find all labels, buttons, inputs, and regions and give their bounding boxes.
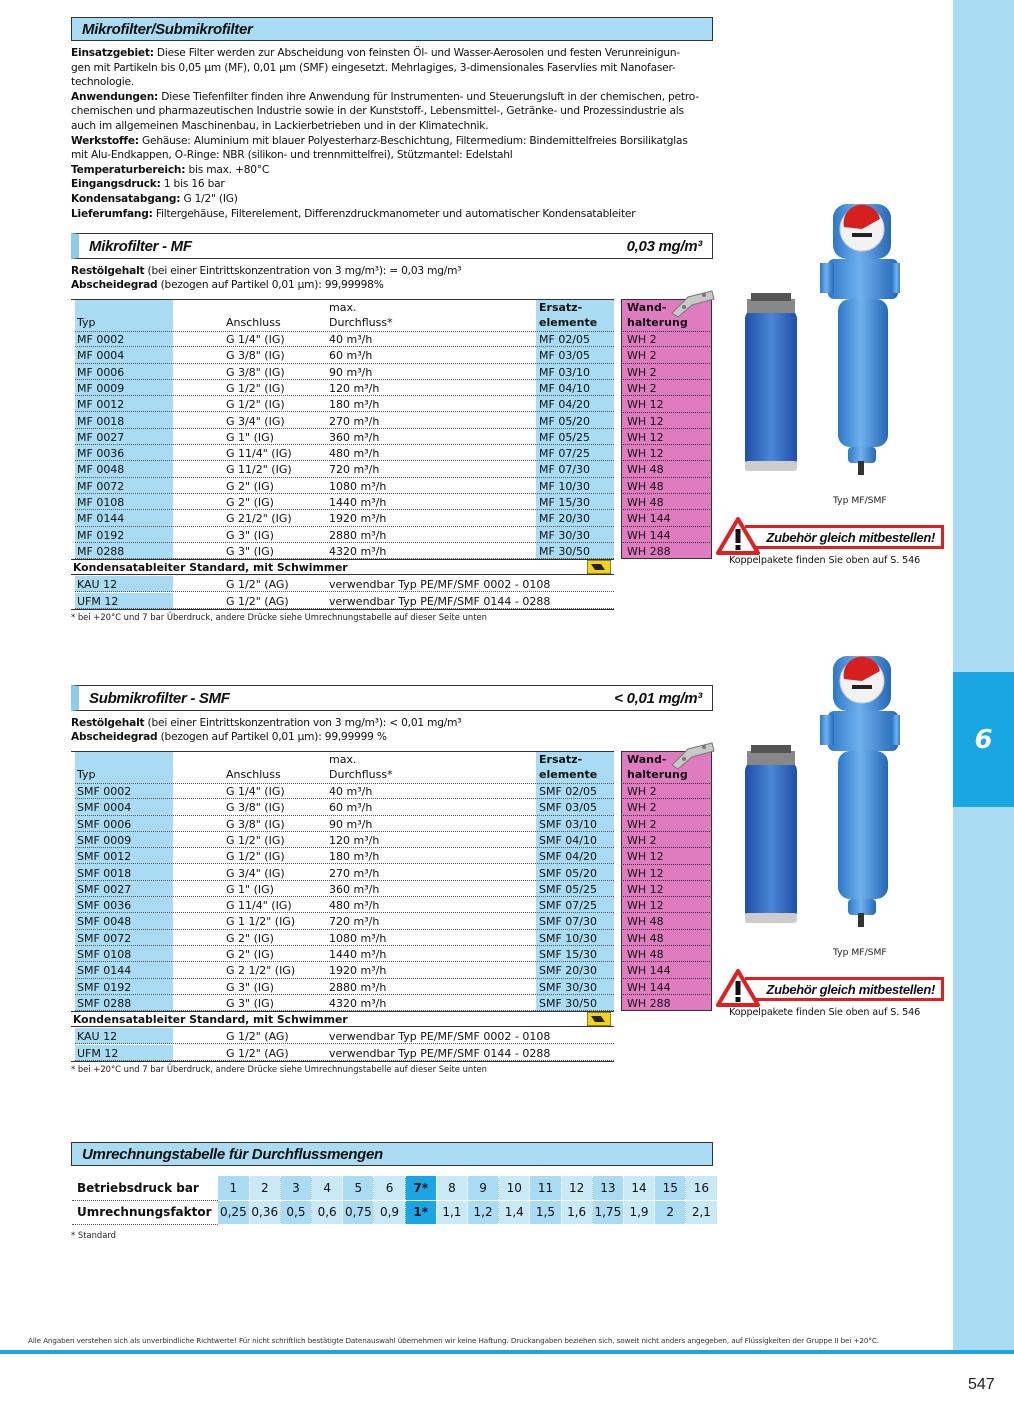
kondensat-cell: KAU 12 — [77, 1030, 118, 1044]
factor-cell: 1,9 — [623, 1200, 654, 1224]
mf-cell-durchfluss: 180 m³/h — [329, 398, 380, 412]
kondensat-cell: G 1/2" (AG) — [226, 578, 289, 592]
mf-cell-anschluss: G 1" (IG) — [226, 430, 274, 444]
smf-cell-ersatz: SMF 07/30 — [539, 915, 597, 929]
smf-header-typ: Typ — [77, 768, 96, 781]
kondensat-cell: UFM 12 — [77, 1046, 119, 1060]
mf-cell-wand: WH 12 — [627, 414, 664, 428]
mf-header-durchfluss-2: Durchfluss* — [329, 316, 393, 329]
smf-cell-ersatz: SMF 03/10 — [539, 817, 597, 831]
mf-cell-wand: WH 12 — [627, 447, 664, 461]
mf-cell-ersatz: MF 10/30 — [539, 479, 591, 493]
mf-cell-typ: MF 0027 — [77, 430, 125, 444]
smf-cell-durchfluss: 1440 m³/h — [329, 948, 387, 961]
mf-cell-wand: WH 12 — [627, 430, 664, 444]
factor-cell: 1,1 — [436, 1200, 467, 1224]
wall-bracket-icon — [668, 285, 718, 319]
mf-cell-durchfluss: 60 m³/h — [329, 349, 373, 363]
smf-cell-typ: SMF 0009 — [77, 833, 132, 847]
factor-cell: 0,75 — [343, 1200, 374, 1224]
drain-icon — [587, 560, 611, 574]
smf-value: < 0,01 mg/m³ — [614, 689, 702, 707]
smf-cell-ersatz: SMF 15/30 — [539, 948, 597, 961]
filter-element-icon — [745, 761, 797, 921]
kondensat-cell: KAU 12 — [77, 578, 118, 592]
mf-cell-typ: MF 0108 — [77, 496, 125, 509]
mf-title-text: Mikrofilter - MF — [89, 237, 192, 255]
mf-cell-ersatz: MF 15/30 — [539, 496, 591, 509]
factor-cell: 0,36 — [249, 1200, 280, 1224]
mf-cell-anschluss: G 3" (IG) — [226, 544, 274, 558]
smf-cell-wand: WH 2 — [627, 833, 657, 847]
factor-cell: 1,75 — [592, 1200, 623, 1224]
mf-cell-typ: MF 0004 — [77, 349, 125, 363]
kondensat-cell: G 1/2" (AG) — [226, 594, 289, 608]
mf-warning-banner — [745, 525, 944, 549]
mf-cell-wand: WH 48 — [627, 479, 664, 493]
mf-header-anschluss: Anschluss — [226, 316, 281, 329]
smf-footnote: * bei +20°C und 7 bar Überdruck, andere Drücke siehe Umrechnungstabelle auf dieser Seite unten — [71, 1063, 487, 1074]
mf-header-durchfluss-1: max. — [329, 301, 357, 314]
mf-cell-ersatz: MF 04/10 — [539, 381, 591, 395]
mf-cell-durchfluss: 270 m³/h — [329, 414, 380, 428]
pressure-cell: 8 — [436, 1176, 467, 1200]
smf-cell-typ: SMF 0018 — [77, 866, 132, 880]
smf-cell-durchfluss: 1080 m³/h — [329, 931, 387, 945]
mf-header-ersatz-2: elemente — [539, 316, 598, 329]
smf-cell-typ: SMF 0108 — [77, 948, 132, 961]
mf-header-ersatz-1: Ersatz- — [539, 301, 583, 314]
warning-icon — [716, 969, 760, 1007]
smf-header-ersatz-1: Ersatz- — [539, 753, 583, 766]
pressure-label: Betriebsdruck bar — [72, 1176, 218, 1200]
mf-cell-durchfluss: 40 m³/h — [329, 333, 373, 346]
smf-cell-anschluss: G 3/4" (IG) — [226, 866, 285, 880]
smf-cell-ersatz: SMF 20/30 — [539, 964, 597, 978]
mf-kondensat-section: Kondensatableiter Standard, mit Schwimmer — [71, 559, 614, 575]
pressure-cell: 2 — [249, 1176, 280, 1200]
mf-cell-durchfluss: 360 m³/h — [329, 430, 380, 444]
smf-cell-wand: WH 2 — [627, 817, 657, 831]
smf-cell-durchfluss: 180 m³/h — [329, 850, 380, 864]
smf-cell-ersatz: SMF 03/05 — [539, 801, 597, 815]
mf-cell-wand: WH 48 — [627, 463, 664, 477]
smf-cell-durchfluss: 4320 m³/h — [329, 996, 387, 1010]
mf-cell-durchfluss: 480 m³/h — [329, 447, 380, 461]
mf-cell-wand: WH 2 — [627, 365, 657, 379]
factor-cell: 0,5 — [280, 1200, 311, 1224]
smf-cell-typ: SMF 0036 — [77, 899, 132, 913]
smf-header-anschluss: Anschluss — [226, 768, 281, 781]
smf-cell-anschluss: G 3" (IG) — [226, 980, 274, 994]
mf-cell-wand: WH 2 — [627, 333, 657, 346]
smf-header-durchfluss-1: max. — [329, 753, 357, 766]
kondensat-cell: verwendbar Typ PE/MF/SMF 0002 - 0108 — [329, 1030, 551, 1044]
smf-cell-ersatz: SMF 30/30 — [539, 980, 597, 994]
smf-cell-typ: SMF 0002 — [77, 785, 132, 798]
mf-warning-text: Zubehör gleich mitbestellen! — [766, 529, 935, 545]
smf-cell-ersatz: SMF 04/10 — [539, 833, 597, 847]
mf-cell-durchfluss: 1920 m³/h — [329, 512, 387, 526]
smf-header-durchfluss-2: Durchfluss* — [329, 768, 393, 781]
mf-cell-typ: MF 0018 — [77, 414, 125, 428]
drain-icon — [587, 1012, 611, 1026]
kondensat-cell: G 1/2" (AG) — [226, 1046, 289, 1060]
mf-cell-durchfluss: 120 m³/h — [329, 381, 380, 395]
mf-cell-ersatz: MF 05/20 — [539, 414, 591, 428]
smf-table-bottom-rule — [71, 1061, 614, 1062]
smf-cell-anschluss: G 2" (IG) — [226, 931, 274, 945]
mf-cell-anschluss: G 1/2" (IG) — [226, 398, 285, 412]
smf-cell-wand: WH 12 — [627, 899, 664, 913]
smf-cell-anschluss: G 2 1/2" (IG) — [226, 964, 296, 978]
mf-cell-typ: MF 0036 — [77, 447, 125, 461]
factor-cell: 1,5 — [530, 1200, 561, 1224]
conversion-table — [72, 1176, 718, 1225]
mf-header-typ: Typ — [77, 316, 96, 329]
pressure-cell: 4 — [312, 1176, 343, 1200]
smf-title — [71, 685, 713, 711]
wall-bracket-icon — [668, 737, 718, 771]
smf-cell-wand: WH 144 — [627, 964, 671, 978]
mf-cell-ersatz: MF 02/05 — [539, 333, 591, 346]
pressure-cell: 11 — [530, 1176, 561, 1200]
mf-cell-typ: MF 0012 — [77, 398, 125, 412]
pressure-cell: 12 — [561, 1176, 592, 1200]
smf-header-wand-2: halterung — [627, 768, 688, 781]
factor-row — [72, 1200, 717, 1224]
mf-cell-ersatz: MF 30/30 — [539, 528, 591, 542]
smf-restoel: Restölgehalt (bei einer Eintrittskonzentration von 3 mg/m³): < 0,01 mg/m³ — [71, 717, 462, 729]
factor-cell: 1,6 — [561, 1200, 592, 1224]
mf-cell-ersatz: MF 20/30 — [539, 512, 591, 526]
smf-cell-durchfluss: 270 m³/h — [329, 866, 380, 880]
smf-cell-anschluss: G 11/4" (IG) — [226, 899, 292, 913]
mf-cell-ersatz: MF 07/30 — [539, 463, 591, 477]
smf-cell-durchfluss: 40 m³/h — [329, 785, 373, 798]
mf-cell-wand: WH 12 — [627, 398, 664, 412]
smf-cell-anschluss: G 1/2" (IG) — [226, 833, 285, 847]
mf-filter-image — [720, 199, 900, 499]
mf-cell-typ: MF 0288 — [77, 544, 125, 558]
smf-cell-durchfluss: 60 m³/h — [329, 801, 373, 815]
pressure-cell: 7* — [405, 1176, 436, 1200]
mf-cell-anschluss: G 1/4" (IG) — [226, 333, 285, 346]
smf-cell-anschluss: G 2" (IG) — [226, 948, 274, 961]
smf-cell-wand: WH 12 — [627, 850, 664, 864]
mf-cell-anschluss: G 11/2" (IG) — [226, 463, 292, 477]
mf-cell-durchfluss: 90 m³/h — [329, 365, 373, 379]
mf-cell-durchfluss: 2880 m³/h — [329, 528, 387, 542]
intro-text: Einsatzgebiet: Diese Filter werden zur Abscheidung von feinsten Öl- und Wasser-Aerosolen und festen Verunreinigun- gen mit Partikeln bis 0,05 µm (MF), 0,01 µm (SMF) eingesetzt. Mehrlagiges, 3-dimensionales Faservlies mit Nanofaser- technologie. Anwendungen: Diese Tiefenfilter finden ihre Anwendung für Instrumenten- und Steuerungsluft in der chemischen, petro- chemischen und pharmazeutischen Industrie sowie in der Kunststoff-, Lebensmittel-, Getränke- und Prozessindustrie als auch im allgemeinen Maschinenbau, in Lackierbetrieben und in der Klimatechnik. Werkstoffe: Gehäuse: Aluminium mit blauer Polyesterharz-Beschichtung, Filtermedium: Bindemittelfreies Borsilikatglas mit Alu-Endkappen, O-Ringe: NBR (silikon- und trennmittelfrei), Stützmantel: Edelstahl Temperaturbereich: bis max. +80°C Eingangsdruck: 1 bis 16 bar Kondensatabgang: G 1/2" (IG) Lieferumfang: Filtergehäuse, Filterelement, Differenzdruckmanometer und automatischer Kondensatableiter — [71, 47, 699, 220]
smf-cell-ersatz: SMF 04/20 — [539, 850, 597, 864]
smf-cell-durchfluss: 360 m³/h — [329, 882, 380, 896]
smf-cell-typ: SMF 0027 — [77, 882, 132, 896]
mf-header-wand-1: Wand- — [627, 301, 667, 314]
smf-cell-durchfluss: 1920 m³/h — [329, 964, 387, 978]
kondensat-cell: G 1/2" (AG) — [226, 1030, 289, 1044]
mf-cell-ersatz: MF 05/25 — [539, 430, 591, 444]
mf-cell-ersatz: MF 07/25 — [539, 447, 591, 461]
mf-footnote: * bei +20°C und 7 bar Überdruck, andere Drücke siehe Umrechnungstabelle auf dieser Seite unten — [71, 611, 487, 622]
kondensat-cell: verwendbar Typ PE/MF/SMF 0144 - 0288 — [329, 594, 551, 608]
kondensat-cell: verwendbar Typ PE/MF/SMF 0002 - 0108 — [329, 578, 551, 592]
mf-cell-anschluss: G 21/2" (IG) — [226, 512, 292, 526]
pressure-cell: 3 — [280, 1176, 311, 1200]
smf-cell-typ: SMF 0012 — [77, 850, 132, 864]
smf-cell-anschluss: G 3/8" (IG) — [226, 817, 285, 831]
pressure-cell: 10 — [499, 1176, 530, 1200]
mf-cell-typ: MF 0072 — [77, 479, 125, 493]
mf-cell-durchfluss: 4320 m³/h — [329, 544, 387, 558]
smf-cell-anschluss: G 3" (IG) — [226, 996, 274, 1010]
smf-cell-wand: WH 144 — [627, 980, 671, 994]
smf-cell-typ: SMF 0048 — [77, 915, 132, 929]
pressure-cell: 1 — [218, 1176, 249, 1200]
mf-cell-anschluss: G 3/8" (IG) — [226, 349, 285, 363]
mf-cell-durchfluss: 720 m³/h — [329, 463, 380, 477]
mf-cell-wand: WH 48 — [627, 496, 664, 509]
mf-table-bottom-rule — [71, 609, 614, 610]
mf-cell-anschluss: G 2" (IG) — [226, 479, 274, 493]
pressure-cell: 9 — [468, 1176, 499, 1200]
pressure-cell: 13 — [592, 1176, 623, 1200]
smf-image-caption: Typ MF/SMF — [833, 947, 887, 958]
smf-warning-text: Zubehör gleich mitbestellen! — [766, 981, 935, 997]
smf-cell-typ: SMF 0072 — [77, 931, 132, 945]
smf-cell-durchfluss: 480 m³/h — [329, 899, 380, 913]
mf-cell-wand: WH 144 — [627, 512, 671, 526]
mf-value: 0,03 mg/m³ — [626, 237, 702, 255]
mf-cell-wand: WH 288 — [627, 544, 671, 558]
factor-cell: 2,1 — [686, 1200, 717, 1224]
smf-header-wand-1: Wand- — [627, 753, 667, 766]
smf-warning-subtext: Koppelpakete finden Sie oben auf S. 546 — [729, 1007, 921, 1018]
mf-cell-wand: WH 144 — [627, 528, 671, 542]
smf-cell-typ: SMF 0288 — [77, 996, 132, 1010]
smf-cell-ersatz: SMF 07/25 — [539, 899, 597, 913]
factor-label: Umrechnungsfaktor — [72, 1200, 218, 1224]
pressure-cell: 15 — [655, 1176, 686, 1200]
bottom-rule — [0, 1350, 1014, 1354]
mf-cell-typ: MF 0009 — [77, 381, 125, 395]
smf-cell-wand: WH 12 — [627, 866, 664, 880]
smf-cell-ersatz: SMF 10/30 — [539, 931, 597, 945]
smf-cell-typ: SMF 0144 — [77, 964, 132, 978]
mf-cell-anschluss: G 11/4" (IG) — [226, 447, 292, 461]
smf-cell-ersatz: SMF 02/05 — [539, 785, 597, 798]
mf-warning-subtext: Koppelpakete finden Sie oben auf S. 546 — [729, 555, 921, 566]
factor-cell: 1,2 — [468, 1200, 499, 1224]
factor-cell: 1,4 — [499, 1200, 530, 1224]
pressure-cell: 14 — [623, 1176, 654, 1200]
mf-cell-typ: MF 0192 — [77, 528, 125, 542]
mf-cell-wand: WH 2 — [627, 349, 657, 363]
conversion-title: Umrechnungstabelle für Durchflussmengen — [71, 1142, 713, 1166]
mf-cell-typ: MF 0144 — [77, 512, 125, 526]
pressure-cell: 5 — [343, 1176, 374, 1200]
smf-cell-wand: WH 48 — [627, 948, 664, 961]
mf-cell-ersatz: MF 30/50 — [539, 544, 591, 558]
mf-cell-durchfluss: 1080 m³/h — [329, 479, 387, 493]
mf-cell-anschluss: G 3" (IG) — [226, 528, 274, 542]
mf-cell-typ: MF 0006 — [77, 365, 125, 379]
warning-icon — [716, 517, 760, 555]
kondensat-cell: verwendbar Typ PE/MF/SMF 0144 - 0288 — [329, 1046, 551, 1060]
mf-cell-durchfluss: 1440 m³/h — [329, 496, 387, 509]
smf-cell-wand: WH 12 — [627, 882, 664, 896]
smf-cell-typ: SMF 0006 — [77, 817, 132, 831]
smf-cell-typ: SMF 0192 — [77, 980, 132, 994]
smf-cell-anschluss: G 1" (IG) — [226, 882, 274, 896]
intro-title: Mikrofilter/Submikrofilter — [71, 17, 713, 41]
factor-cell: 0,9 — [374, 1200, 405, 1224]
smf-cell-durchfluss: 720 m³/h — [329, 915, 380, 929]
mf-cell-ersatz: MF 03/10 — [539, 365, 591, 379]
smf-cell-anschluss: G 3/8" (IG) — [226, 801, 285, 815]
mf-cell-anschluss: G 3/8" (IG) — [226, 365, 285, 379]
pressure-cell: 6 — [374, 1176, 405, 1200]
smf-cell-wand: WH 48 — [627, 931, 664, 945]
smf-title-text: Submikrofilter - SMF — [89, 689, 230, 707]
smf-cell-ersatz: SMF 05/25 — [539, 882, 597, 896]
conversion-footnote: * Standard — [71, 1230, 116, 1240]
smf-cell-wand: WH 48 — [627, 915, 664, 929]
mf-cell-ersatz: MF 03/05 — [539, 349, 591, 363]
mf-cell-wand: WH 2 — [627, 381, 657, 395]
mf-title — [71, 233, 713, 259]
factor-cell: 0,6 — [312, 1200, 343, 1224]
chapter-tab[interactable]: 6 — [953, 672, 1014, 807]
page-number: 547 — [968, 1376, 995, 1393]
filter-element-icon — [745, 309, 797, 469]
kondensat-cell: UFM 12 — [77, 594, 119, 608]
mf-cell-anschluss: G 2" (IG) — [226, 496, 274, 509]
smf-header-ersatz-2: elemente — [539, 768, 598, 781]
smf-cell-wand: WH 288 — [627, 996, 671, 1010]
mf-cell-typ: MF 0002 — [77, 333, 125, 346]
mf-image-caption: Typ MF/SMF — [833, 495, 887, 506]
smf-filter-image — [720, 651, 900, 951]
mf-abscheidegrad: Abscheidegrad (bezogen auf Partikel 0,01 µm): 99,99998% — [71, 279, 384, 291]
smf-cell-typ: SMF 0004 — [77, 801, 132, 815]
smf-cell-durchfluss: 120 m³/h — [329, 833, 380, 847]
smf-cell-ersatz: SMF 05/20 — [539, 866, 597, 880]
smf-cell-ersatz: SMF 30/50 — [539, 996, 597, 1010]
smf-cell-durchfluss: 90 m³/h — [329, 817, 373, 831]
mf-cell-ersatz: MF 04/20 — [539, 398, 591, 412]
smf-cell-durchfluss: 2880 m³/h — [329, 980, 387, 994]
mf-header-wand-2: halterung — [627, 316, 688, 329]
pressure-cell: 16 — [686, 1176, 717, 1200]
mf-cell-anschluss: G 1/2" (IG) — [226, 381, 285, 395]
mf-restoel: Restölgehalt (bei einer Eintrittskonzentration von 3 mg/m³): = 0,03 mg/m³ — [71, 265, 462, 277]
smf-cell-wand: WH 2 — [627, 785, 657, 798]
factor-cell: 2 — [655, 1200, 686, 1224]
smf-warning-banner — [745, 977, 944, 1001]
factor-cell: 0,25 — [218, 1200, 249, 1224]
smf-cell-anschluss: G 1 1/2" (IG) — [226, 915, 296, 929]
factor-cell: 1* — [405, 1200, 436, 1224]
smf-cell-anschluss: G 1/4" (IG) — [226, 785, 285, 798]
smf-cell-wand: WH 2 — [627, 801, 657, 815]
smf-kondensat-section: Kondensatableiter Standard, mit Schwimmer — [71, 1011, 614, 1027]
pressure-row — [72, 1176, 717, 1200]
mf-cell-anschluss: G 3/4" (IG) — [226, 414, 285, 428]
smf-cell-anschluss: G 1/2" (IG) — [226, 850, 285, 864]
mf-cell-typ: MF 0048 — [77, 463, 125, 477]
footer-disclaimer: Alle Angaben verstehen sich als unverbindliche Richtwerte! Für nicht schriftlich bestätigte Datenauswahl übernehmen wir keine Haftung. Druckangaben beziehen sich, soweit nicht anders angegeben, auf Flüssigkeiten der Gruppe II bei +20°C. — [28, 1336, 879, 1345]
smf-abscheidegrad: Abscheidegrad (bezogen auf Partikel 0,01 µm): 99,99999 % — [71, 731, 387, 743]
